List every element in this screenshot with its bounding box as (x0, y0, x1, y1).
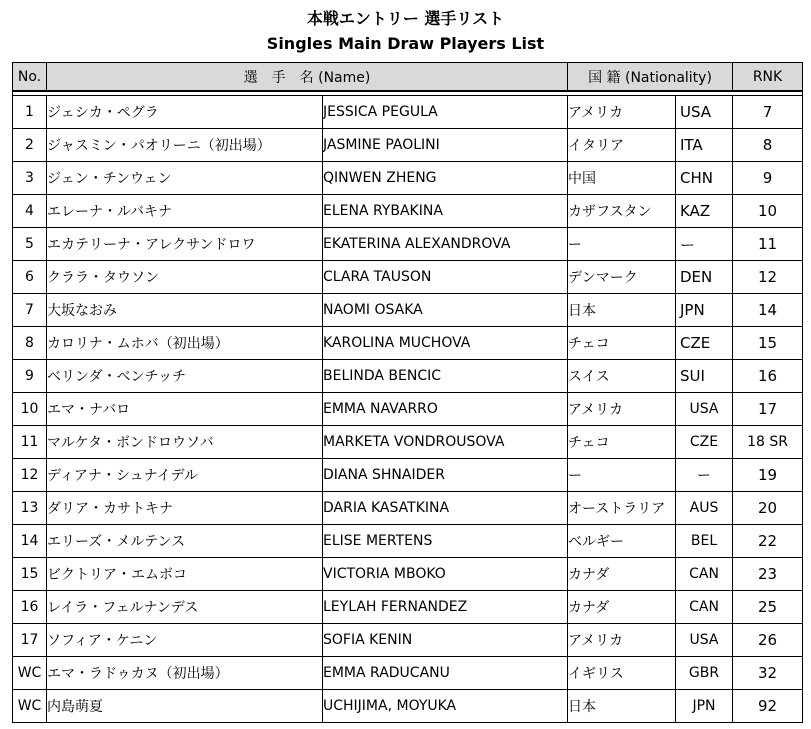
player-name-english: MARKETA VONDROUSOVA (323, 426, 568, 459)
ranking: 92 (733, 690, 803, 723)
player-name-japanese: ダリア・カサトキナ (47, 492, 323, 525)
nationality-japanese: カナダ (568, 558, 676, 591)
player-name-english: LEYLAH FERNANDEZ (323, 591, 568, 624)
player-name-japanese: 大坂なおみ (47, 294, 323, 327)
player-name-english: QINWEN ZHENG (323, 162, 568, 195)
row-number: 10 (13, 393, 47, 426)
row-number: 5 (13, 228, 47, 261)
player-name-english: VICTORIA MBOKO (323, 558, 568, 591)
nationality-japanese: イタリア (568, 129, 676, 162)
players-table (12, 62, 803, 723)
nationality-code: USA (676, 624, 733, 657)
header-no: No. (13, 63, 47, 92)
nationality-code: ITA (676, 129, 733, 162)
player-name-english: SOFIA KENIN (323, 624, 568, 657)
nationality-japanese: スイス (568, 360, 676, 393)
player-name-english: JESSICA PEGULA (323, 96, 568, 129)
row-number: 6 (13, 261, 47, 294)
row-number: 8 (13, 327, 47, 360)
nationality-code: CAN (676, 558, 733, 591)
title-english: Singles Main Draw Players List (266, 34, 545, 53)
player-name-english: ELENA RYBAKINA (323, 195, 568, 228)
header-row (13, 63, 803, 92)
player-name-english: CLARA TAUSON (323, 261, 568, 294)
nationality-japanese: カザフスタン (568, 195, 676, 228)
nationality-japanese: カナダ (568, 591, 676, 624)
nationality-japanese: アメリカ (568, 96, 676, 129)
row-number: 7 (13, 294, 47, 327)
table-row (13, 459, 803, 492)
ranking: 17 (733, 393, 803, 426)
nationality-code: AUS (676, 492, 733, 525)
nationality-code: ー (676, 228, 733, 261)
player-name-english: ELISE MERTENS (323, 525, 568, 558)
player-name-english: UCHIJIMA, MOYUKA (323, 690, 568, 723)
nationality-code: BEL (676, 525, 733, 558)
player-name-english: EMMA NAVARRO (323, 393, 568, 426)
nationality-code: GBR (676, 657, 733, 690)
nationality-japanese: デンマーク (568, 261, 676, 294)
ranking: 20 (733, 492, 803, 525)
title-japanese: 本戦エントリー 選手リスト (306, 9, 505, 28)
player-name-japanese: 内島萌夏 (47, 690, 323, 723)
ranking: 8 (733, 129, 803, 162)
nationality-code: JPN (676, 294, 733, 327)
nationality-japanese: オーストラリア (568, 492, 676, 525)
nationality-code: CZE (676, 327, 733, 360)
player-name-japanese: クララ・タウソン (47, 261, 323, 294)
nationality-japanese: ー (568, 228, 676, 261)
table-row (13, 690, 803, 723)
header-nationality: 国 籍 (Nationality) (568, 63, 733, 92)
ranking: 26 (733, 624, 803, 657)
player-name-japanese: エレーナ・ルバキナ (47, 195, 323, 228)
player-name-english: BELINDA BENCIC (323, 360, 568, 393)
row-number: 12 (13, 459, 47, 492)
player-name-japanese: ジャスミン・パオリーニ（初出場） (47, 129, 323, 162)
table-row (13, 261, 803, 294)
table-row (13, 591, 803, 624)
nationality-japanese: チェコ (568, 327, 676, 360)
ranking: 25 (733, 591, 803, 624)
player-name-english: EMMA RADUCANU (323, 657, 568, 690)
player-name-japanese: ディアナ・シュナイデル (47, 459, 323, 492)
ranking: 23 (733, 558, 803, 591)
nationality-code: USA (676, 96, 733, 129)
table-row (13, 195, 803, 228)
table-row (13, 96, 803, 129)
table-row (13, 393, 803, 426)
ranking: 12 (733, 261, 803, 294)
row-number: 4 (13, 195, 47, 228)
player-name-japanese: ジェシカ・ペグラ (47, 96, 323, 129)
ranking: 7 (733, 96, 803, 129)
nationality-code: ー (676, 459, 733, 492)
ranking: 32 (733, 657, 803, 690)
ranking: 10 (733, 195, 803, 228)
ranking: 16 (733, 360, 803, 393)
header-name: 選 手 名 (Name) (47, 63, 568, 92)
nationality-code: CAN (676, 591, 733, 624)
nationality-code: CZE (676, 426, 733, 459)
player-name-japanese: ソフィア・ケニン (47, 624, 323, 657)
ranking: 14 (733, 294, 803, 327)
table-row (13, 558, 803, 591)
player-name-english: KAROLINA MUCHOVA (323, 327, 568, 360)
table-row (13, 162, 803, 195)
row-number: 2 (13, 129, 47, 162)
nationality-japanese: 日本 (568, 294, 676, 327)
nationality-code: SUI (676, 360, 733, 393)
ranking: 18 SR (733, 426, 803, 459)
player-name-japanese: ジェン・チンウェン (47, 162, 323, 195)
nationality-japanese: チェコ (568, 426, 676, 459)
row-number: WC (13, 690, 47, 723)
nationality-japanese: アメリカ (568, 393, 676, 426)
ranking: 22 (733, 525, 803, 558)
table-row (13, 624, 803, 657)
header-rnk: RNK (733, 63, 803, 92)
player-name-japanese: エリーズ・メルテンス (47, 525, 323, 558)
nationality-japanese: イギリス (568, 657, 676, 690)
player-name-japanese: マルケタ・ボンドロウソバ (47, 426, 323, 459)
table-row (13, 294, 803, 327)
table-row (13, 426, 803, 459)
nationality-japanese: ー (568, 459, 676, 492)
player-name-english: DIANA SHNAIDER (323, 459, 568, 492)
row-number: 14 (13, 525, 47, 558)
ranking: 9 (733, 162, 803, 195)
table-row (13, 492, 803, 525)
row-number: 1 (13, 96, 47, 129)
nationality-japanese: ベルギー (568, 525, 676, 558)
ranking: 15 (733, 327, 803, 360)
row-number: 3 (13, 162, 47, 195)
nationality-code: JPN (676, 690, 733, 723)
player-name-japanese: レイラ・フェルナンデス (47, 591, 323, 624)
nationality-code: CHN (676, 162, 733, 195)
table-row (13, 129, 803, 162)
player-name-english: JASMINE PAOLINI (323, 129, 568, 162)
nationality-code: DEN (676, 261, 733, 294)
row-number: 9 (13, 360, 47, 393)
row-number: 11 (13, 426, 47, 459)
nationality-japanese: 日本 (568, 690, 676, 723)
row-number: 16 (13, 591, 47, 624)
player-name-japanese: カロリナ・ムホバ（初出場） (47, 327, 323, 360)
player-name-japanese: エマ・ラドゥカヌ（初出場） (47, 657, 323, 690)
nationality-code: KAZ (676, 195, 733, 228)
player-name-english: EKATERINA ALEXANDROVA (323, 228, 568, 261)
table-row (13, 360, 803, 393)
row-number: 17 (13, 624, 47, 657)
row-number: 13 (13, 492, 47, 525)
nationality-code: USA (676, 393, 733, 426)
ranking: 11 (733, 228, 803, 261)
nationality-japanese: アメリカ (568, 624, 676, 657)
player-name-english: NAOMI OSAKA (323, 294, 568, 327)
player-name-japanese: エマ・ナバロ (47, 393, 323, 426)
ranking: 19 (733, 459, 803, 492)
nationality-japanese: 中国 (568, 162, 676, 195)
row-number: WC (13, 657, 47, 690)
table-row (13, 327, 803, 360)
player-name-japanese: ビクトリア・エムボコ (47, 558, 323, 591)
player-name-english: DARIA KASATKINA (323, 492, 568, 525)
row-number: 15 (13, 558, 47, 591)
table-row (13, 525, 803, 558)
player-name-japanese: エカテリーナ・アレクサンドロワ (47, 228, 323, 261)
table-row (13, 228, 803, 261)
player-name-japanese: ベリンダ・ベンチッチ (47, 360, 323, 393)
table-row (13, 657, 803, 690)
